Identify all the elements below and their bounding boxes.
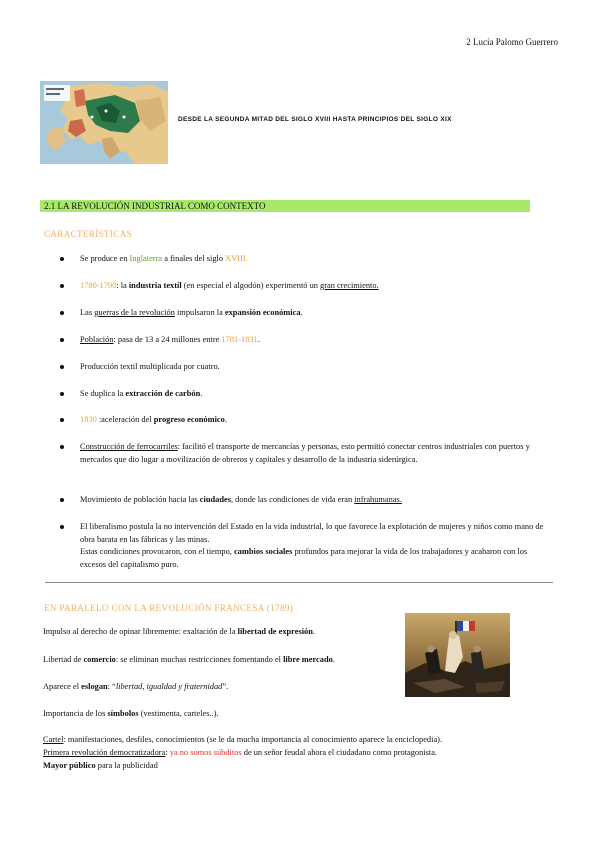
- section-divider: [45, 582, 553, 583]
- list-item: 1780-1790: la industria textil (en especial el algodón) experimentó un gran crecimiento.: [60, 280, 545, 293]
- paragraph: Importancia de los símbolos (vestimenta, carteles..).: [43, 709, 219, 718]
- bullet-icon: [60, 392, 64, 396]
- french-revolution-subheading: EN PARALELO CON LA REVOLUCIÓN FRANCESA (1789): [44, 603, 294, 613]
- bullet-icon: [60, 338, 64, 342]
- bullet-icon: [60, 365, 64, 369]
- paragraph: Mayor público para la publicidad: [43, 761, 158, 770]
- bullet-icon: [60, 311, 64, 315]
- paragraph: Primera revolución democratizadora: ya no somos súbditos de un señor feudal ahora el ciudadano como protagonista.: [43, 748, 438, 757]
- list-item: Se produce en Inglaterra a finales del siglo XVIII.: [60, 253, 545, 266]
- bullet-icon: [60, 284, 64, 288]
- list-item: Se duplica la extracción de carbón.: [60, 388, 545, 401]
- list-item: El liberalismo postula la no intervención del Estado en la vida industrial, lo que favorece la explotación de mujeres y niños como mano de obra barata en las fábricas y las minas. Estas condiciones provocaron, con el tiempo, cambios sociales profundos para mejorar la vida de los trabajadores y acabaron con los excesos del capitalismo puro.: [60, 521, 545, 571]
- characteristics-subheading: CARACTERÍSTICAS: [44, 229, 133, 239]
- bullet-icon: [60, 445, 64, 449]
- list-item: 1830 :aceleración del progreso económico.: [60, 414, 545, 427]
- bullet-icon: [60, 418, 64, 422]
- author-name: 2 Lucía Palomo Guerrero: [466, 37, 558, 47]
- intro-title: DESDE LA SEGUNDA MITAD DEL SIGLO XVIII HASTA PRINCIPIOS DEL SIGLO XIX: [178, 116, 452, 123]
- bullet-icon: [60, 525, 64, 529]
- bullet-icon: [60, 257, 64, 261]
- europe-map-image: [40, 81, 168, 164]
- list-item: Las guerras de la revolución impulsaron la expansión económica.: [60, 307, 545, 320]
- list-item: Producción textil multiplicada por cuatro.: [60, 361, 545, 374]
- list-item: Construcción de ferrocarriles: facilitó el transporte de mercancías y personas, esto permitió conectar centros industriales con puertos y mercados que dio lugar a movilización de obreros y capitales y desarrollo de la industria siderúrgica.: [60, 441, 545, 466]
- list-item: Población: pasa de 13 a 24 millones entre 1781-1831.: [60, 334, 545, 347]
- paragraph: Impulso al derecho de opinar libremente: exaltación de la libertad de expresión.: [43, 627, 315, 636]
- paragraph: Libertad de comercio: se eliminan muchas restricciones fomentando el libre mercado.: [43, 655, 335, 664]
- section-heading: 2.1 LA REVOLUCIÓN INDUSTRIAL COMO CONTEXTO: [44, 201, 266, 211]
- list-item: Movimiento de población hacia las ciudades, donde las condiciones de vida eran infrahumanas.: [60, 494, 545, 507]
- bullet-icon: [60, 498, 64, 502]
- paragraph: Aparece el eslogan: “libertad, igualdad y fraternidad”.: [43, 682, 229, 691]
- paragraph: Cartel: manifestaciones, desfiles, conocimientos (se le da mucha importancia al conocimiento aparece la enciclopedia).: [43, 735, 443, 744]
